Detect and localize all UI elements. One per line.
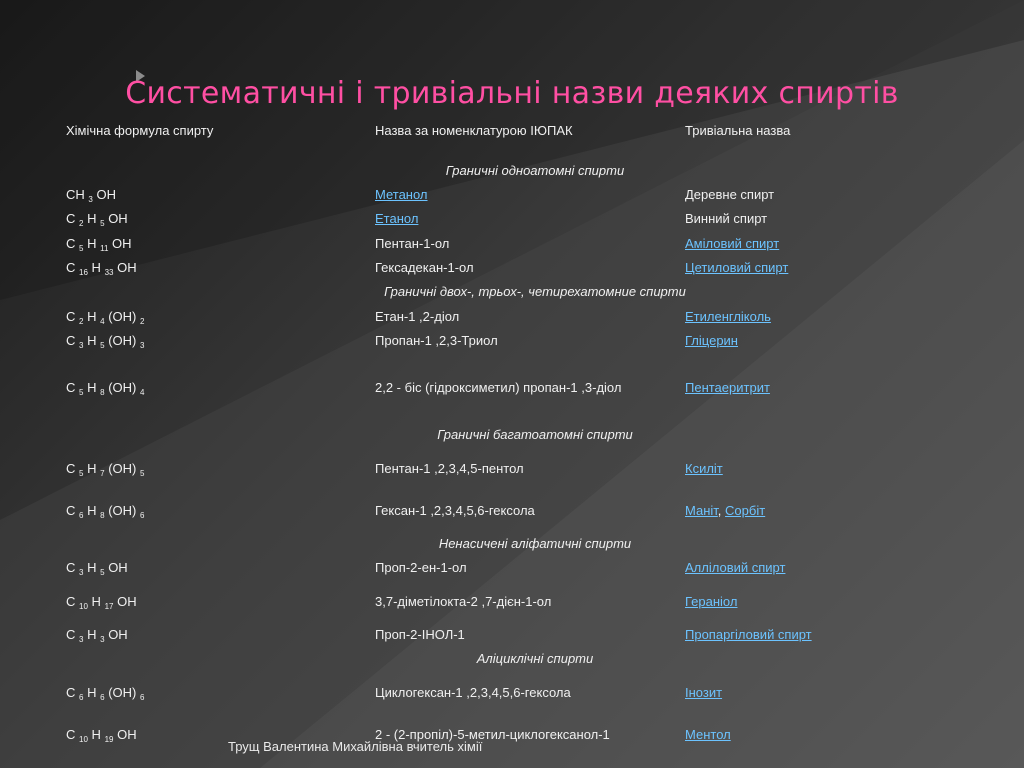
iupac-link-ethanol[interactable]: Етанол <box>375 211 419 226</box>
formula-cell: C $_3$ H $_5$ (OH) $_3$ <box>66 333 145 350</box>
header-formula: Хімічна формула спирту <box>66 123 214 138</box>
trivial-link-menthol[interactable]: Ментол <box>685 727 731 742</box>
trivial-link-mannitol[interactable]: Маніт <box>685 503 718 518</box>
trivial-link-xylitol[interactable]: Ксиліт <box>685 461 723 476</box>
section-heading: Аліциклічні спирти <box>476 651 594 666</box>
iupac-name: Гексадекан-1-ол <box>375 260 474 275</box>
trivial-link-allyl[interactable]: Алліловий спирт <box>685 560 786 575</box>
iupac-name: Пентан-1 ,2,3,4,5-пентол <box>375 461 524 476</box>
trivial-link-pentaerythritol[interactable]: Пентаеритрит <box>685 380 770 395</box>
formula-cell: C $_5$ H $_{11}$ OH <box>66 236 132 253</box>
formula-cell: C $_6$ H $_6$ (OH) $_6$ <box>66 685 145 702</box>
formula-cell: C $_6$ H $_8$ (OH) $_6$ <box>66 503 145 520</box>
trivial-name: Винний спирт <box>685 211 768 226</box>
formula-cell: C $_{10}$ H $_{17}$ OH <box>66 594 137 611</box>
iupac-name: 2,2 - біс (гідроксиметил) пропан-1 ,3-діол <box>375 380 622 395</box>
formula-cell: C $_{16}$ H $_{33}$ OH <box>66 260 137 277</box>
separator: , <box>717 503 722 518</box>
section-heading: Граничні двох-, трьох-, четирехатомние спирти <box>384 284 686 299</box>
formula-cell: C $_{10}$ H $_{19}$ OH <box>66 727 137 744</box>
section-heading: Граничні багатоатомні спирти <box>437 427 633 442</box>
iupac-name: 2 - (2-пропіл)-5-метил-циклогексанол-1 <box>375 727 610 742</box>
iupac-name: Проп-2-ен-1-ол <box>375 560 467 575</box>
header-trivial: Тривіальна назва <box>685 123 791 138</box>
formula-cell: C $_2$ H $_4$ (OH) $_2$ <box>66 309 145 326</box>
iupac-name: Гексан-1 ,2,3,4,5,6-гексола <box>375 503 535 518</box>
trivial-link-inositol[interactable]: Інозит <box>685 685 723 700</box>
trivial-name: Деревне спирт <box>685 187 775 202</box>
iupac-name: Циклогексан-1 ,2,3,4,5,6-гексола <box>375 685 571 700</box>
formula-cell: C $_3$ H $_3$ OH <box>66 627 128 644</box>
iupac-name: 3,7-діметілокта-2 ,7-дієн-1-ол <box>375 594 552 609</box>
page-title: Систематичні і тривіальні назви деяких спиртів <box>125 76 899 112</box>
formula-cell: C $_5$ H $_7$ (OH) $_5$ <box>66 461 145 478</box>
formula-cell: C $_5$ H $_8$ (OH) $_4$ <box>66 380 145 397</box>
section-heading: Граничні одноатомні спирти <box>445 163 625 178</box>
iupac-name: Проп-2-ІНОЛ-1 <box>375 627 465 642</box>
formula-cell: C $_2$ H $_5$ OH <box>66 211 128 228</box>
header-iupac: Назва за номенклатурою ІЮПАК <box>375 123 573 138</box>
section-heading: Ненасичені аліфатичні спирти <box>438 536 632 551</box>
trivial-link-cetyl[interactable]: Цетиловий спирт <box>685 260 789 275</box>
iupac-link-methanol[interactable]: Метанол <box>375 187 428 202</box>
trivial-link-glycerin[interactable]: Гліцерин <box>685 333 738 348</box>
trivial-link-sorbitol[interactable]: Сорбіт <box>725 503 766 518</box>
trivial-link-geraniol[interactable]: Геранiол <box>685 594 738 609</box>
author-footer: Трущ Валентина Михайлівна вчитель хімії <box>228 739 483 754</box>
trivial-link-amyl[interactable]: Аміловий спирт <box>685 236 780 251</box>
iupac-name: Пропан-1 ,2,3-Триол <box>375 333 498 348</box>
formula-cell: C $_3$ H $_5$ OH <box>66 560 128 577</box>
trivial-link-propargyl[interactable]: Пропаргіловий спирт <box>685 627 812 642</box>
trivial-link-ethylene-glycol[interactable]: Етиленгліколь <box>685 309 771 324</box>
iupac-name: Етан-1 ,2-діол <box>375 309 460 324</box>
iupac-name: Пентан-1-ол <box>375 236 450 251</box>
formula-cell: CH $_3$ OH <box>66 187 116 204</box>
